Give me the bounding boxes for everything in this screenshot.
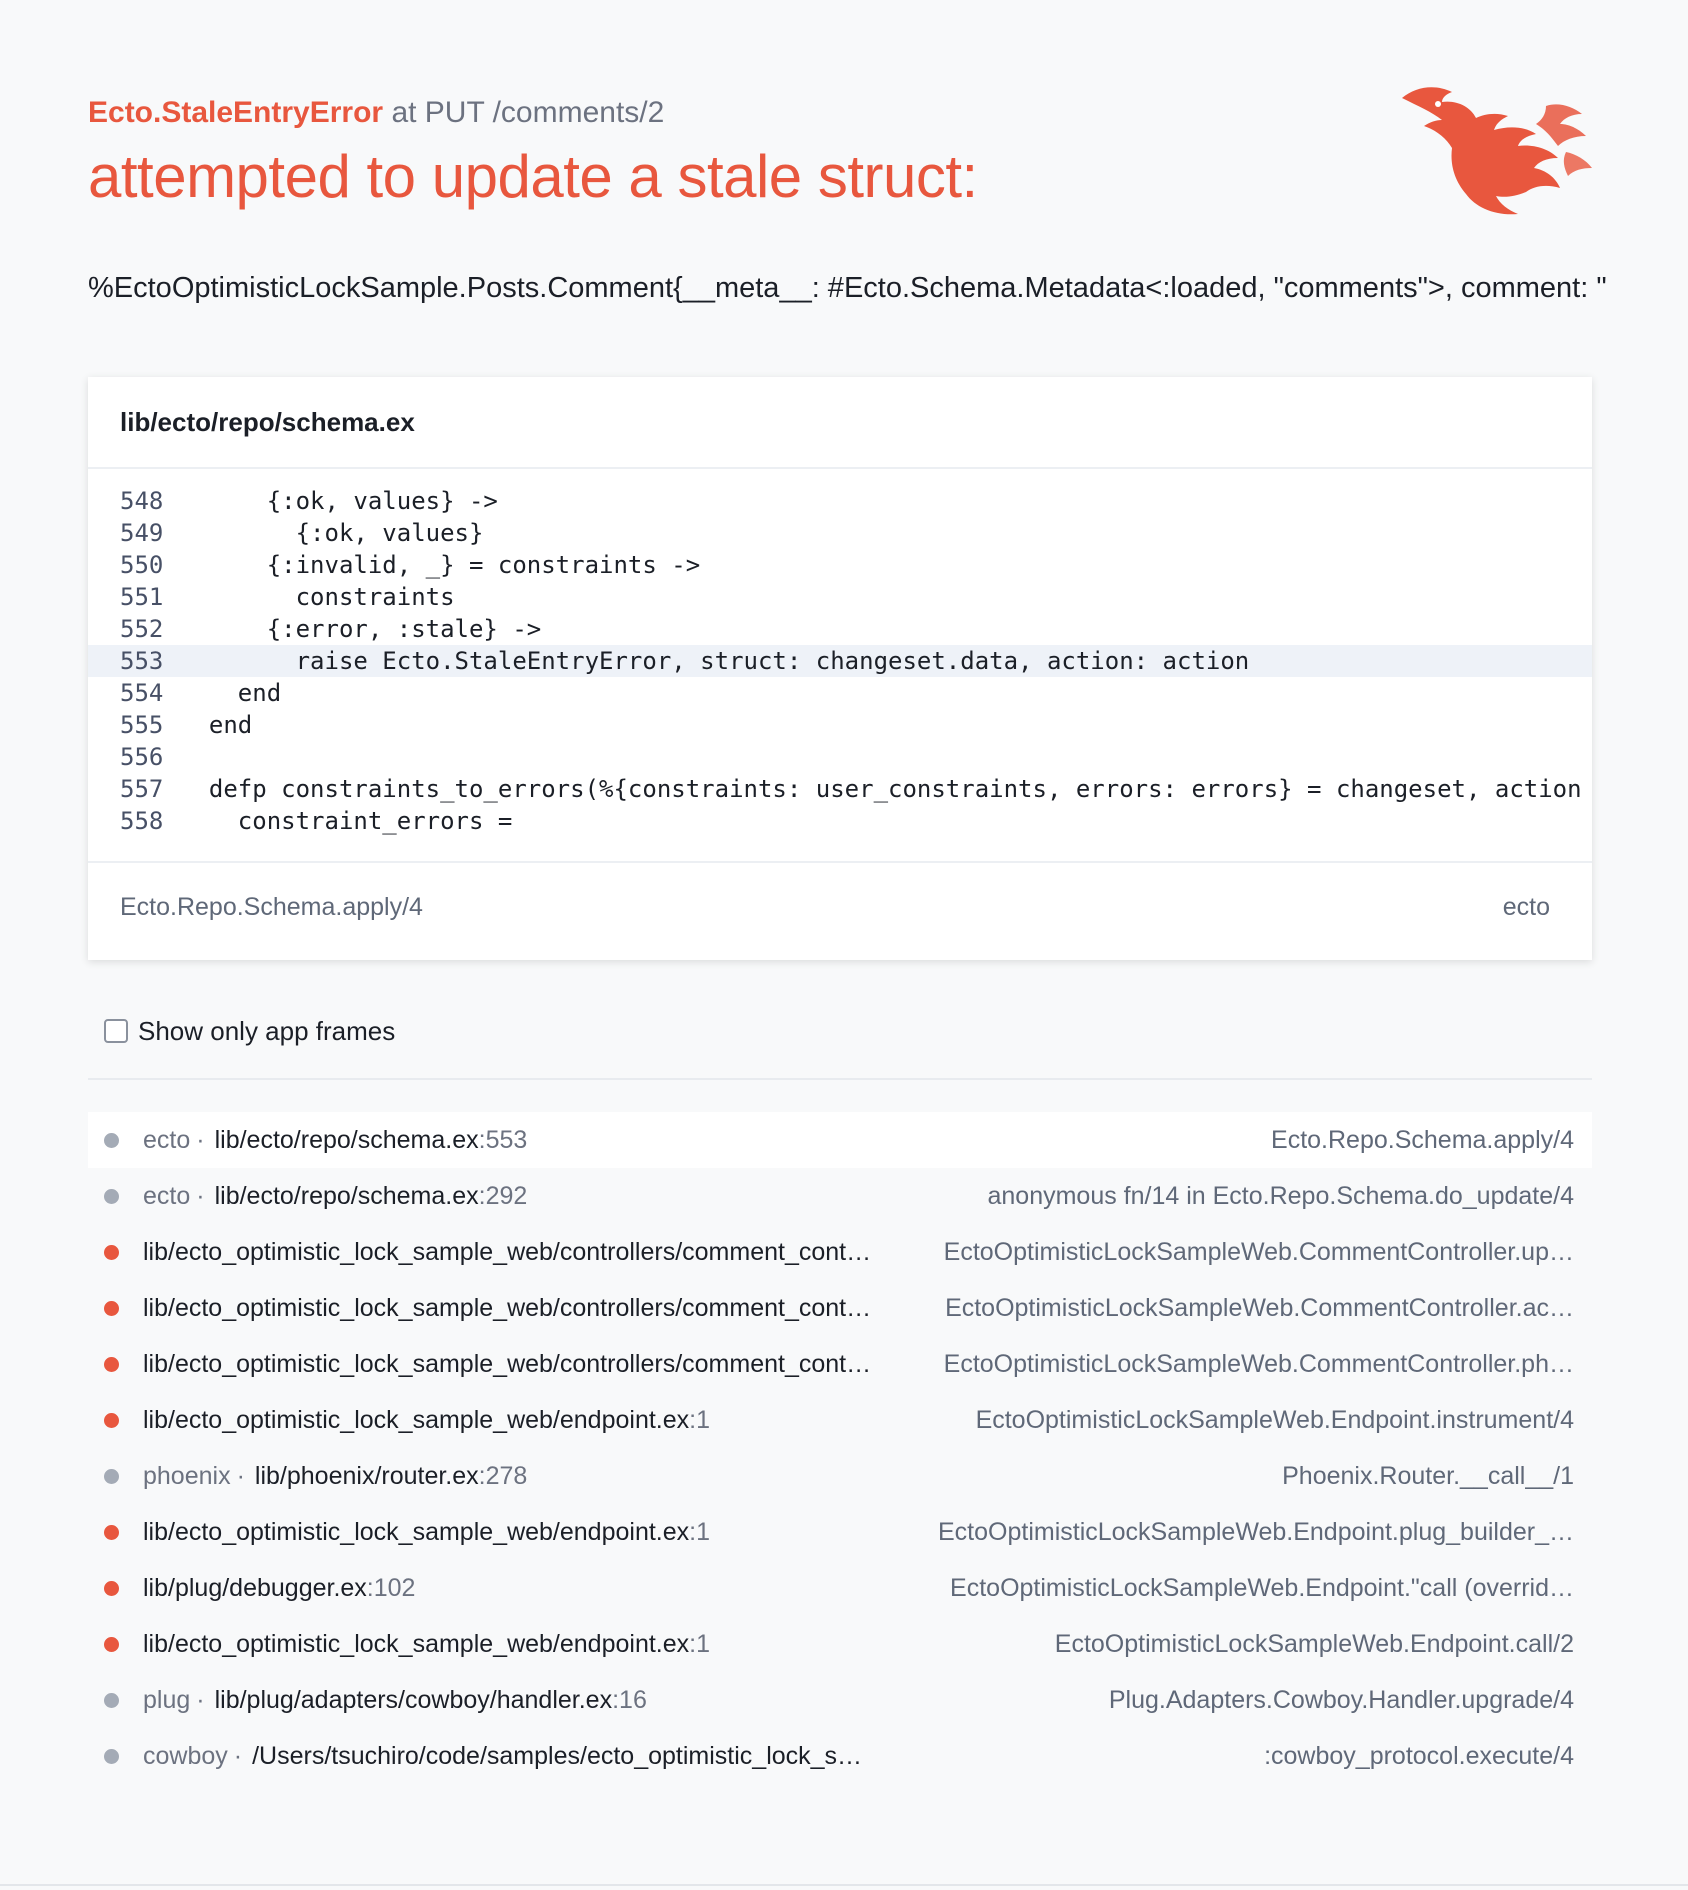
stack-frame[interactable]	[88, 1224, 1592, 1280]
app-frame-dot-icon	[104, 1581, 119, 1596]
line-number: 550	[120, 551, 164, 579]
frame-location	[143, 1126, 527, 1155]
stack-frame[interactable]	[88, 1672, 1592, 1728]
frame-app: ecto	[143, 1125, 191, 1154]
stack-frame[interactable]	[88, 1728, 1592, 1784]
frame-file-path: lib/ecto_optimistic_lock_sample_web/controllers/comment_cont…	[143, 1349, 872, 1378]
show-app-frames-checkbox[interactable]	[104, 1019, 128, 1043]
frame-function: Ecto.Repo.Schema.apply/4	[1271, 1125, 1574, 1154]
line-code: defp constraints_to_errors(%{constraints: user_constraints, errors: errors} = changeset, action	[180, 775, 1582, 803]
frame-file-path: lib/plug/adapters/cowboy/handler.ex	[214, 1685, 613, 1714]
exception-line	[88, 96, 1588, 130]
snippet-file-path: lib/ecto/repo/schema.ex	[88, 377, 1592, 469]
frame-location	[143, 1686, 647, 1715]
show-app-frames-toggle[interactable]	[104, 1014, 395, 1048]
frame-file-path: /Users/tsuchiro/code/samples/ecto_optimistic_lock_s…	[252, 1741, 863, 1770]
line-number: 552	[120, 615, 164, 643]
stack-frame[interactable]	[88, 1168, 1592, 1224]
snippet-function: Ecto.Repo.Schema.apply/4	[120, 893, 423, 921]
frame-location	[143, 1350, 871, 1379]
frame-file-path: lib/plug/debugger.ex	[143, 1573, 367, 1602]
line-number: 558	[120, 807, 164, 835]
code-line	[88, 517, 1592, 549]
line-code: constraints	[180, 583, 455, 611]
line-code	[180, 741, 1592, 773]
stack-frame[interactable]	[88, 1280, 1592, 1336]
code-line	[88, 709, 1592, 741]
frame-separator: ·	[196, 1685, 205, 1714]
frame-location	[143, 1238, 871, 1267]
code-lines	[88, 469, 1592, 861]
code-line	[88, 773, 1592, 805]
dependency-frame-dot-icon	[104, 1749, 119, 1764]
phoenix-logo-icon	[1396, 82, 1596, 222]
frame-file-path: lib/phoenix/router.ex	[254, 1461, 479, 1490]
frame-separator: ·	[196, 1181, 205, 1210]
frame-function: EctoOptimisticLockSampleWeb.CommentController.up…	[943, 1237, 1574, 1266]
code-line	[88, 645, 1592, 677]
line-code: {:error, :stale} ->	[180, 615, 542, 643]
frame-app: plug	[143, 1685, 191, 1714]
frame-file-path: lib/ecto_optimistic_lock_sample_web/endpoint.ex	[143, 1405, 690, 1434]
code-line	[88, 741, 1592, 773]
frame-location	[143, 1742, 862, 1771]
frame-line-number: :553	[478, 1125, 528, 1154]
frame-line-number: :1	[689, 1517, 711, 1546]
dependency-frame-dot-icon	[104, 1693, 119, 1708]
stack-frame[interactable]	[88, 1448, 1592, 1504]
stack-frames-list	[88, 1112, 1592, 1784]
frame-line-number: :278	[478, 1461, 528, 1490]
code-line	[88, 581, 1592, 613]
stack-frame[interactable]	[88, 1560, 1592, 1616]
frame-location	[143, 1462, 527, 1491]
line-code: raise Ecto.StaleEntryError, struct: changeset.data, action: action	[180, 647, 1250, 675]
snippet-app: ecto	[1502, 893, 1550, 921]
exception-detail: %EctoOptimisticLockSample.Posts.Comment{__meta__: #Ecto.Schema.Metadata<:loaded, "comments">, comment: "	[88, 272, 1607, 304]
line-number: 556	[120, 743, 164, 771]
frame-location	[143, 1294, 871, 1323]
line-number: 549	[120, 519, 164, 547]
frame-function: EctoOptimisticLockSampleWeb.CommentController.ph…	[943, 1349, 1574, 1378]
line-code: end	[180, 679, 282, 707]
dependency-frame-dot-icon	[104, 1189, 119, 1204]
frame-separator: ·	[236, 1461, 245, 1490]
line-number: 548	[120, 487, 164, 515]
stack-frame[interactable]	[88, 1504, 1592, 1560]
stack-frame[interactable]	[88, 1112, 1592, 1168]
dependency-frame-dot-icon	[104, 1133, 119, 1148]
snippet-footer	[88, 861, 1592, 951]
app-frame-dot-icon	[104, 1525, 119, 1540]
line-code: end	[180, 711, 253, 739]
frame-function: anonymous fn/14 in Ecto.Repo.Schema.do_update/4	[987, 1181, 1574, 1210]
line-number: 555	[120, 711, 164, 739]
line-number: 557	[120, 775, 164, 803]
stack-frame[interactable]	[88, 1616, 1592, 1672]
exception-message: attempted to update a stale struct:	[88, 143, 978, 210]
frame-function: Phoenix.Router.__call__/1	[1282, 1461, 1574, 1490]
frame-file-path: lib/ecto_optimistic_lock_sample_web/controllers/comment_cont…	[143, 1293, 872, 1322]
app-frame-dot-icon	[104, 1245, 119, 1260]
line-code: {:ok, values} ->	[180, 487, 498, 515]
line-code: {:invalid, _} = constraints ->	[180, 551, 701, 579]
code-snippet-card	[88, 377, 1592, 960]
frame-app: ecto	[143, 1181, 191, 1210]
line-number: 554	[120, 679, 164, 707]
frame-line-number: :1	[689, 1629, 711, 1658]
frame-line-number: :292	[478, 1181, 528, 1210]
code-line	[88, 485, 1592, 517]
frame-function: :cowboy_protocol.execute/4	[1264, 1741, 1574, 1770]
code-line	[88, 805, 1592, 837]
line-number: 553	[120, 647, 164, 675]
frame-location	[143, 1182, 527, 1211]
exception-name: Ecto.StaleEntryError	[88, 96, 384, 129]
stack-frame[interactable]	[88, 1392, 1592, 1448]
request-info: at PUT /comments/2	[391, 96, 665, 129]
code-line	[88, 613, 1592, 645]
page-bottom-border	[0, 1884, 1688, 1886]
frame-function: Plug.Adapters.Cowboy.Handler.upgrade/4	[1108, 1685, 1574, 1714]
frame-function: EctoOptimisticLockSampleWeb.Endpoint.call/2	[1054, 1629, 1574, 1658]
frame-function: EctoOptimisticLockSampleWeb.Endpoint."call (overrid…	[950, 1573, 1574, 1602]
app-frame-dot-icon	[104, 1413, 119, 1428]
frame-location	[143, 1406, 710, 1435]
frame-location	[143, 1518, 710, 1547]
frame-function: EctoOptimisticLockSampleWeb.CommentController.ac…	[945, 1293, 1574, 1322]
line-code: {:ok, values}	[180, 519, 484, 547]
frame-app: cowboy	[143, 1741, 228, 1770]
show-app-frames-label: Show only app frames	[138, 1015, 396, 1046]
frame-line-number: :102	[366, 1573, 416, 1602]
line-number: 551	[120, 583, 164, 611]
stack-frame[interactable]	[88, 1336, 1592, 1392]
app-frame-dot-icon	[104, 1357, 119, 1372]
divider	[88, 1078, 1592, 1080]
app-frame-dot-icon	[104, 1301, 119, 1316]
frame-separator: ·	[196, 1125, 205, 1154]
frame-location	[143, 1574, 415, 1603]
frame-file-path: lib/ecto_optimistic_lock_sample_web/endpoint.ex	[143, 1629, 690, 1658]
frame-function: EctoOptimisticLockSampleWeb.Endpoint.plug_builder_…	[938, 1517, 1574, 1546]
frame-line-number: :16	[612, 1685, 647, 1714]
frame-line-number: :1	[689, 1405, 711, 1434]
code-line	[88, 549, 1592, 581]
frame-file-path: lib/ecto/repo/schema.ex	[214, 1181, 479, 1210]
error-header	[88, 96, 1588, 211]
frame-function: EctoOptimisticLockSampleWeb.Endpoint.instrument/4	[975, 1405, 1574, 1434]
frame-file-path: lib/ecto/repo/schema.ex	[214, 1125, 479, 1154]
code-line	[88, 677, 1592, 709]
frame-file-path: lib/ecto_optimistic_lock_sample_web/endpoint.ex	[143, 1517, 690, 1546]
frame-separator: ·	[233, 1741, 243, 1770]
line-code: constraint_errors =	[180, 807, 513, 835]
app-frame-dot-icon	[104, 1637, 119, 1652]
dependency-frame-dot-icon	[104, 1469, 119, 1484]
frame-location	[143, 1630, 710, 1659]
frame-app: phoenix	[143, 1461, 231, 1490]
frame-file-path: lib/ecto_optimistic_lock_sample_web/controllers/comment_cont…	[143, 1237, 872, 1266]
